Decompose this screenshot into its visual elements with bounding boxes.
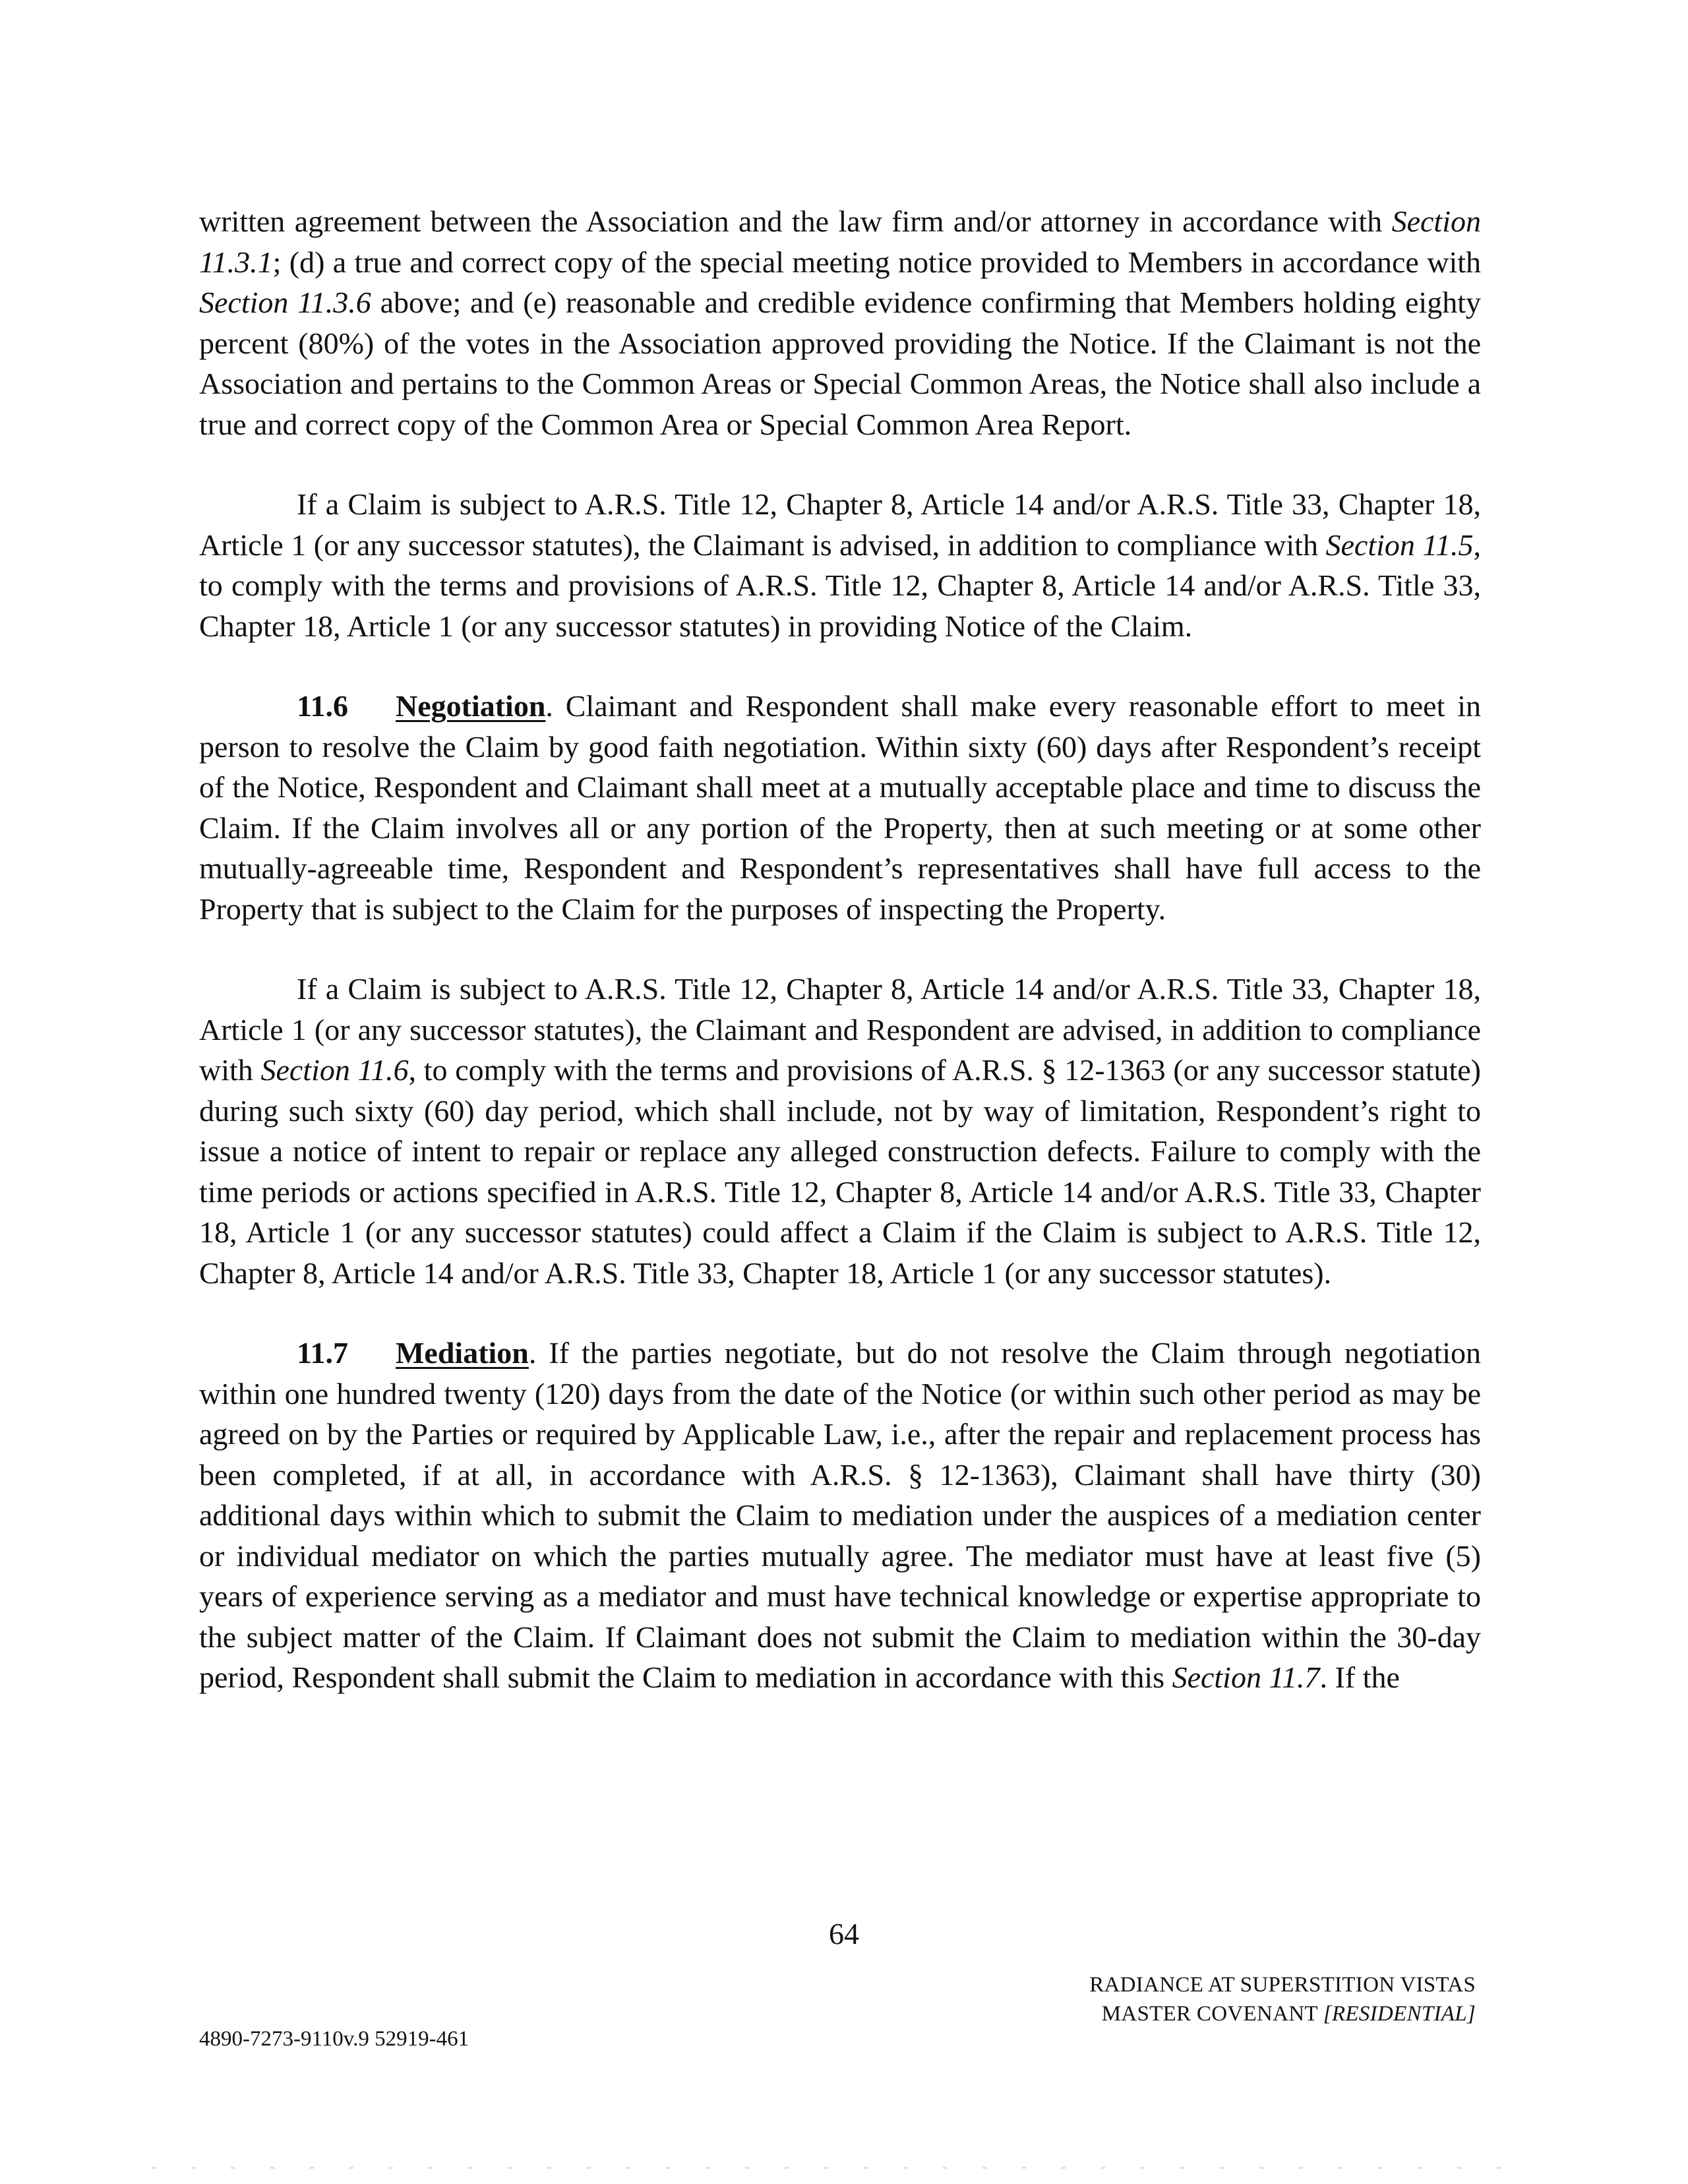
footer-document-id: 4890-7273-9110v.9 52919-461	[199, 2027, 469, 2051]
document-page	[199, 201, 1481, 1698]
section-reference: Section 11.5	[1325, 528, 1474, 562]
text-run: above; and (e) reasonable and credible evidence confirming that Members holding eighty percent (80%) of the votes in the Association approved providing the Notice. If the Claimant is not the Association and pertains to the Common Areas or Special Common Areas, the Notice shall also include a true and correct copy of the Common Area or Special Common Area Report.	[199, 286, 1481, 441]
section-number: 11.6	[297, 689, 348, 723]
text-run: , to comply with the terms and provisions of A.R.S. § 12-1363 (or any successor statute) during such sixty (60) day period, which shall include, not by way of limitation, Respondent’s right to issue a notice of intent to repair or replace any alleged construction defects. Failure to comply with the time periods or actions specified in A.R.S. Title 12, Chapter 8, Article 14 and/or A.R.S. Title 33, Chapter 18, Article 1 (or any successor statutes) could affect a Claim if the Claim is subject to A.R.S. Title 12, Chapter 8, Article 14 and/or A.R.S. Title 33, Chapter 18, Article 1 (or any successor statutes).	[199, 1053, 1481, 1290]
paragraph-notice-contents	[199, 201, 1481, 444]
text-run: If a Claim is subject to A.R.S. Title 12, Chapter 8, Article 14 and/or A.R.S. Title 33, Chapter 18, Article 1 (or any successor statutes), the Claimant is advised, in addition to compliance with	[199, 487, 1481, 562]
text-run: ; (d) a true and correct copy of the special meeting notice provided to Members in accordance with	[272, 245, 1481, 279]
footer-covenant-type: [RESIDENTIAL]	[1323, 2002, 1476, 2026]
section-number: 11.7	[297, 1336, 348, 1370]
footer-covenant-text: MASTER COVENANT	[1101, 2002, 1323, 2026]
page-number: 64	[829, 1917, 859, 1951]
section-11-7-mediation	[199, 1333, 1481, 1698]
scan-artifact-divider	[152, 2167, 1536, 2169]
text-run: written agreement between the Association and the law firm and/or attorney in accordance with	[199, 204, 1392, 238]
paragraph-statute-negotiation	[199, 969, 1481, 1293]
footer-document-title	[1089, 1970, 1476, 2028]
footer-covenant-line	[1089, 1999, 1476, 2028]
footer-project-name: RADIANCE AT SUPERSTITION VISTAS	[1089, 1973, 1476, 1997]
section-reference: Section 11.6	[260, 1053, 409, 1087]
text-run: , to comply with the terms and provisions of A.R.S. Title 12, Chapter 8, Article 14 and/or A.R.S. Title 33, Chapter 18, Article 1 (or any successor statutes) in providing Notice of the Claim.	[199, 528, 1481, 643]
section-title: Negotiation	[396, 689, 546, 723]
section-11-6-negotiation	[199, 686, 1481, 929]
text-run: . If the parties negotiate, but do not resolve the Claim through negotiation within one hundred twenty (120) days from the date of the Notice (or within such other period as may be agreed on by the Parties or required by Applicable Law, i.e., after the repair and replacement process has been completed, if at all, in accordance with A.R.S. § 12-1363), Claimant shall have thirty (30) additional days within which to submit the Claim to mediation under the auspices of a mediation center or individual mediator on which the parties mutually agree. The mediator must have at least five (5) years of experience serving as a mediator and must have technical knowledge or expertise appropriate to the subject matter of the Claim. If Claimant does not submit the Claim to mediation within the 30-day period, Respondent shall submit the Claim to mediation in accordance with this	[199, 1336, 1481, 1694]
section-reference: Section 11.7	[1172, 1660, 1320, 1694]
section-reference: Section 11.3.1	[199, 204, 1481, 279]
text-run: If a Claim is subject to A.R.S. Title 12, Chapter 8, Article 14 and/or A.R.S. Title 33, Chapter 18, Article 1 (or any successor statutes), the Claimant and Respondent are advised, in addition to compliance with	[199, 972, 1481, 1087]
section-title: Mediation	[396, 1336, 529, 1370]
section-reference: Section 11.3.6	[199, 286, 371, 319]
paragraph-statute-notice	[199, 484, 1481, 646]
text-run: . If the	[1319, 1660, 1400, 1694]
text-run: . Claimant and Respondent shall make every reasonable effort to meet in person to resolve the Claim by good faith negotiation. Within sixty (60) days after Respondent’s receipt of the Notice, Respondent and Claimant shall meet at a mutually acceptable place and time to discuss the Claim. If the Claim involves all or any portion of the Property, then at such meeting or at some other mutually-agreeable time, Respondent and Respondent’s representatives shall have full access to the Property that is subject to the Claim for the purposes of inspecting the Property.	[199, 689, 1481, 926]
